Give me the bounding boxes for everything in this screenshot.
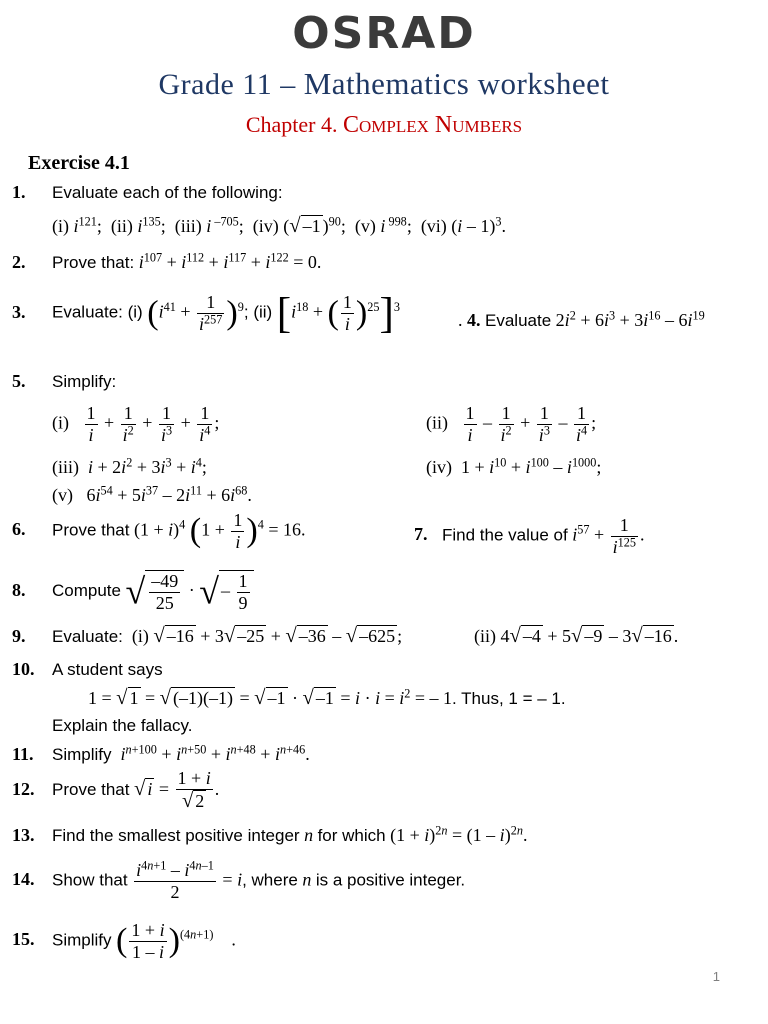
question-8: 8. Compute √ $\frac{-49}{25}$ · √ – $\frac{1}{9}$	[12, 570, 254, 613]
question-text-part2: ; (ii)	[243, 302, 273, 322]
question-number: 4.	[467, 310, 481, 330]
question-number: 7.	[414, 524, 428, 545]
question-text: Evaluate:	[52, 627, 123, 646]
question-10-explain	[52, 716, 192, 734]
question-text: Prove that	[52, 779, 130, 799]
exercise-heading: Exercise 4.1	[28, 152, 130, 174]
question-text-2: , where	[242, 870, 298, 890]
question-14: 14. Show that $\frac{i^{4n+1} - i^{4n-1}}{2}$ = i, where n is a positive integer.	[12, 858, 466, 902]
question-number: 10.	[12, 659, 35, 679]
question-text: Simplify	[52, 745, 112, 764]
question-text: Simplify:	[52, 372, 117, 391]
question-1	[12, 183, 283, 201]
chapter-prefix: Chapter 4.	[245, 112, 343, 137]
question-text: Find the value of	[442, 525, 568, 545]
question-text: Evaluate: (i)	[52, 302, 143, 322]
question-text: Explain the fallacy.	[52, 716, 193, 735]
chapter-name: Complex Numbers	[343, 112, 523, 138]
question-1-parts: (i) $i^{121}$; (ii) $i^{135}$; (iii) i $^{-705}$; (iv) (√ –1 )$^{90}$; (v) i $^{998}$; (vi) (i – 1)$^3$.	[52, 214, 506, 237]
question-5-part-iv: (iv) $1 + i^{10} + i^{100} - i^{1000}$;	[426, 455, 602, 477]
question-5-part-iii: (iii) $i + 2i^2 + 3i^3 + i^4$;	[52, 455, 207, 477]
question-10	[12, 660, 163, 678]
question-5	[12, 372, 116, 390]
question-11: 11. Simplify $i^{n+100} + i^{n+50} + i^{n+48} + i^{n+46}$.	[12, 742, 310, 764]
question-10-equation: 1 = √ 1 = √ (–1)(–1) = √ –1 · √ $-1 = i \cdot i = i^2$ = – 1. Thus, 1 = – 1.	[88, 686, 566, 709]
question-text: Find the smallest positive integer	[52, 826, 300, 845]
question-text: Prove that	[52, 520, 130, 540]
question-number: 6.	[12, 519, 26, 540]
question-text: A student says	[52, 660, 163, 679]
question-number: 15.	[12, 929, 35, 950]
question-number: 14.	[12, 869, 35, 890]
question-3: 3. Evaluate: (i) ($i^{41}$ + $\frac{1}{i^{257}}$ )$^9$; (ii) [$i^{18}$ + ( $\frac{1}{i}$ )$^{25}$]$^3$	[12, 290, 401, 337]
question-text: Evaluate each of the following:	[52, 183, 283, 202]
question-number: 9.	[12, 626, 26, 646]
question-number: 5.	[12, 371, 26, 391]
question-5-part-ii: (ii) $\frac{1}{i}$ – $\frac{1}{i^2}$ + $\frac{1}{i^3}$ – $\frac{1}{i^4}$ ;	[426, 403, 597, 445]
question-text-3: is a positive integer.	[315, 870, 466, 890]
question-text: Prove that:	[52, 253, 135, 272]
question-4: . 4. Evaluate $2i^2 + 6i^3 + 3i^{16} - 6i^{19}$	[458, 308, 705, 330]
brand-logo-text: OSRAD	[292, 8, 476, 59]
question-15: 15. Simplify ( $\frac{1 + i}{1 - i}$ )$^{(4n+1)}$ .	[12, 920, 236, 962]
question-number: 8.	[12, 579, 26, 600]
question-number: 1.	[12, 182, 26, 202]
question-number: 13.	[12, 825, 35, 845]
grade-label: Grade 11 –	[158, 68, 304, 101]
page-number: 1	[712, 969, 720, 984]
worksheet-title	[0, 66, 768, 102]
question-text: Simplify	[52, 930, 112, 950]
question-text: Show that	[52, 870, 128, 890]
question-text: Evaluate	[485, 311, 552, 330]
question-5-part-i: (i) $\frac{1}{i}$ + $\frac{1}{i^2}$ + $\frac{1}{i^3}$ + $\frac{1}{i^4}$ ;	[52, 403, 220, 445]
question-10-thus: . Thus, 1 = – 1.	[452, 689, 566, 708]
question-7: 7. Find the value of $i^{57}$ + $\frac{1}{i^{125}}$ .	[414, 515, 645, 557]
question-number: 11.	[12, 744, 34, 764]
question-text: Compute	[52, 580, 121, 600]
question-text-2: for which	[317, 826, 386, 845]
subject-label: Mathematics worksheet	[303, 66, 610, 101]
question-number: 2.	[12, 252, 26, 272]
chapter-heading	[0, 112, 768, 139]
question-number: 12.	[12, 778, 35, 799]
question-5-part-v: (v) $6i^{54} + 5i^{37} - 2i^{11} + 6i^{68}$.	[52, 483, 252, 505]
question-2: 2. Prove that: $i^{107} + i^{112} + i^{117} + i^{122} = 0$.	[12, 250, 322, 272]
question-6: 6. Prove that $(1 + i)^4$ (1 + $\frac{1}{i}$ )$^4$ = 16.	[12, 510, 306, 552]
question-9-part-ii: (ii) 4√ –4 + 5√ –9 – 3√ –16 .	[474, 625, 679, 647]
question-13: 13. Find the smallest positive integer n for which $(1 + i)^{2n} = (1 - i)^{2n}$.	[12, 823, 528, 845]
question-12: 12. Prove that √ i = $\frac{1 + i}{√ 2}$ .	[12, 768, 220, 812]
question-9: 9. Evaluate: (i) √ –16 + 3√ –25 + √ –36 – √ –625 ;	[12, 625, 403, 647]
question-number: 3.	[12, 301, 26, 322]
